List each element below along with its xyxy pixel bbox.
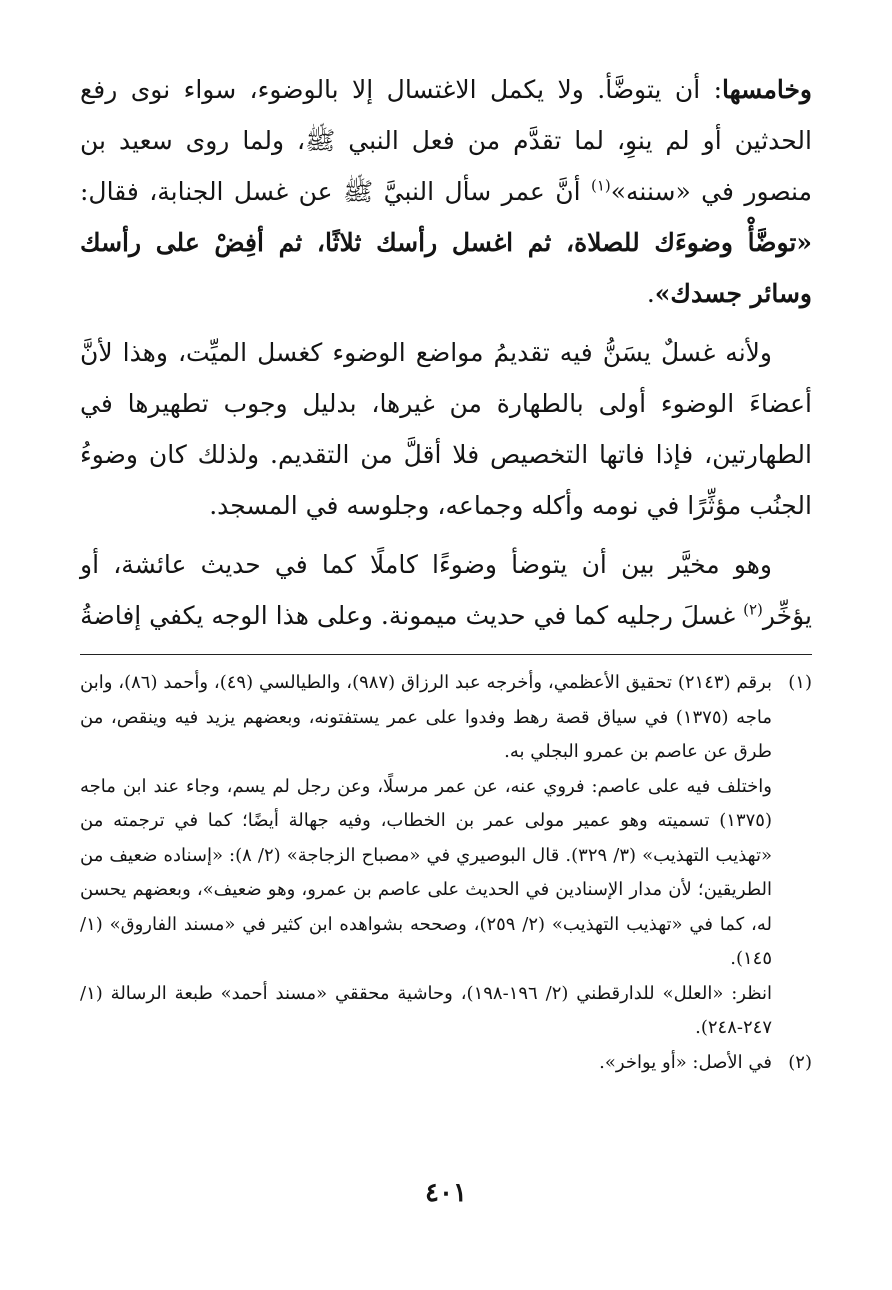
footnote-2 (80, 1046, 812, 1081)
main-text (80, 64, 812, 649)
footnote-1-paragraph-3: انظر: «العلل» للدارقطني (٢/ ١٩٦-١٩٨)، وحاشية محققي «مسند أحمد» طبعة الرسالة (١/ ٢٤٧-٢٤٨). (80, 982, 773, 1038)
paragraph-3 (80, 539, 812, 641)
paragraph-1-end: . (646, 279, 655, 308)
paragraph-3-text-a: وهو مخيَّر بين أن يتوضأ وضوءًا كاملًا كما في حديث عائشة، أو يؤخِّر (80, 550, 812, 630)
footnote-divider (80, 654, 812, 655)
paragraph-1-text-b: أنَّ عمر سأل النبيَّ ﷺ عن غسل الجنابة، فقال: (80, 177, 591, 206)
footnote-2-text: في الأصل: «أو يواخر». (599, 1051, 772, 1073)
footnote-1 (80, 666, 812, 1046)
hadith-quote: «توضَّأْ وضوءَك للصلاة، ثم اغسل رأسك ثلاثًا، ثم أفِضْ على رأسك وسائر جسدك» (80, 228, 812, 308)
footnote-number: (١) (788, 672, 812, 693)
paragraph-lead-word: وخامسها (722, 75, 812, 104)
footnote-ref-1: (١) (590, 176, 611, 195)
paragraph-3-text-b: غسلَ رجليه كما في حديث ميمونة. وعلى هذا الوجه يكفي إفاضةُ (80, 601, 744, 630)
footnotes (80, 666, 812, 1080)
footnote-ref-2: (٢) (743, 600, 763, 619)
page-number: ٤٠١ (425, 1178, 467, 1208)
paragraph-1 (80, 64, 812, 319)
footnote-1-paragraph-1: برقم (٢١٤٣) تحقيق الأعظمي، وأخرجه عبد الرزاق (٩٨٧)، والطيالسي (٤٩)، وأحمد (٨٦)، وابن ماجه (١٣٧٥) في سياق قصة رهط وفدوا على عمر يستفتونه، وبعضهم يزيد فيه وينقص، من طرق عن عاصم بن عمرو البجلي به. (80, 672, 773, 762)
paragraph-2: ولأنه غسلٌ يسَنُّ فيه تقديمُ مواضع الوضوء كغسل الميِّت، وهذا لأنَّ أعضاءَ الوضوء أولى بالطهارة من غيرها، بدليل وجوب تطهيرها في الطهارتين، فإذا فاتها التخصيص فلا أقلَّ من التقديم. ولذلك كان وضوءُ الجنُب مؤثِّرًا في نومه وأكله وجماعه، وجلوسه في المسجد. (80, 338, 812, 520)
footnote-number: (٢) (788, 1051, 812, 1073)
footnote-1-paragraph-2: واختلف فيه على عاصم: فروي عنه، عن عمر مرسلًا، وعن رجل لم يسم، وجاء عند ابن ماجه (١٣٧٥) تسميته وهو عمير مولى عمر بن الخطاب، وفيه جهالة أيضًا؛ كما في ترجمته من «تهذيب التهذيب» (٣/ ٣٢٩). قال البوصيري في «مصباح الزجاجة» (٢/ ٨): «إسناده ضعيف من الطريقين؛ لأن مدار الإسنادين في الحديث على عاصم بن عمرو، وهو ضعيف»، وبعضهم يحسن له، كما في «تهذيب التهذيب» (٢/ ٢٥٩)، وصححه بشواهده ابن كثير في «مسند الفاروق» (١/ ١٤٥). (80, 775, 772, 969)
paragraph-1-text-a: : أن يتوضَّأ. ولا يكمل الاغتسال إلا بالوضوء، سواء نوى رفع الحدثين أو لم ينوِ، لما تقدَّم من فعل النبي ﷺ، ولما روى سعيد بن منصور في «سننه» (80, 75, 812, 206)
